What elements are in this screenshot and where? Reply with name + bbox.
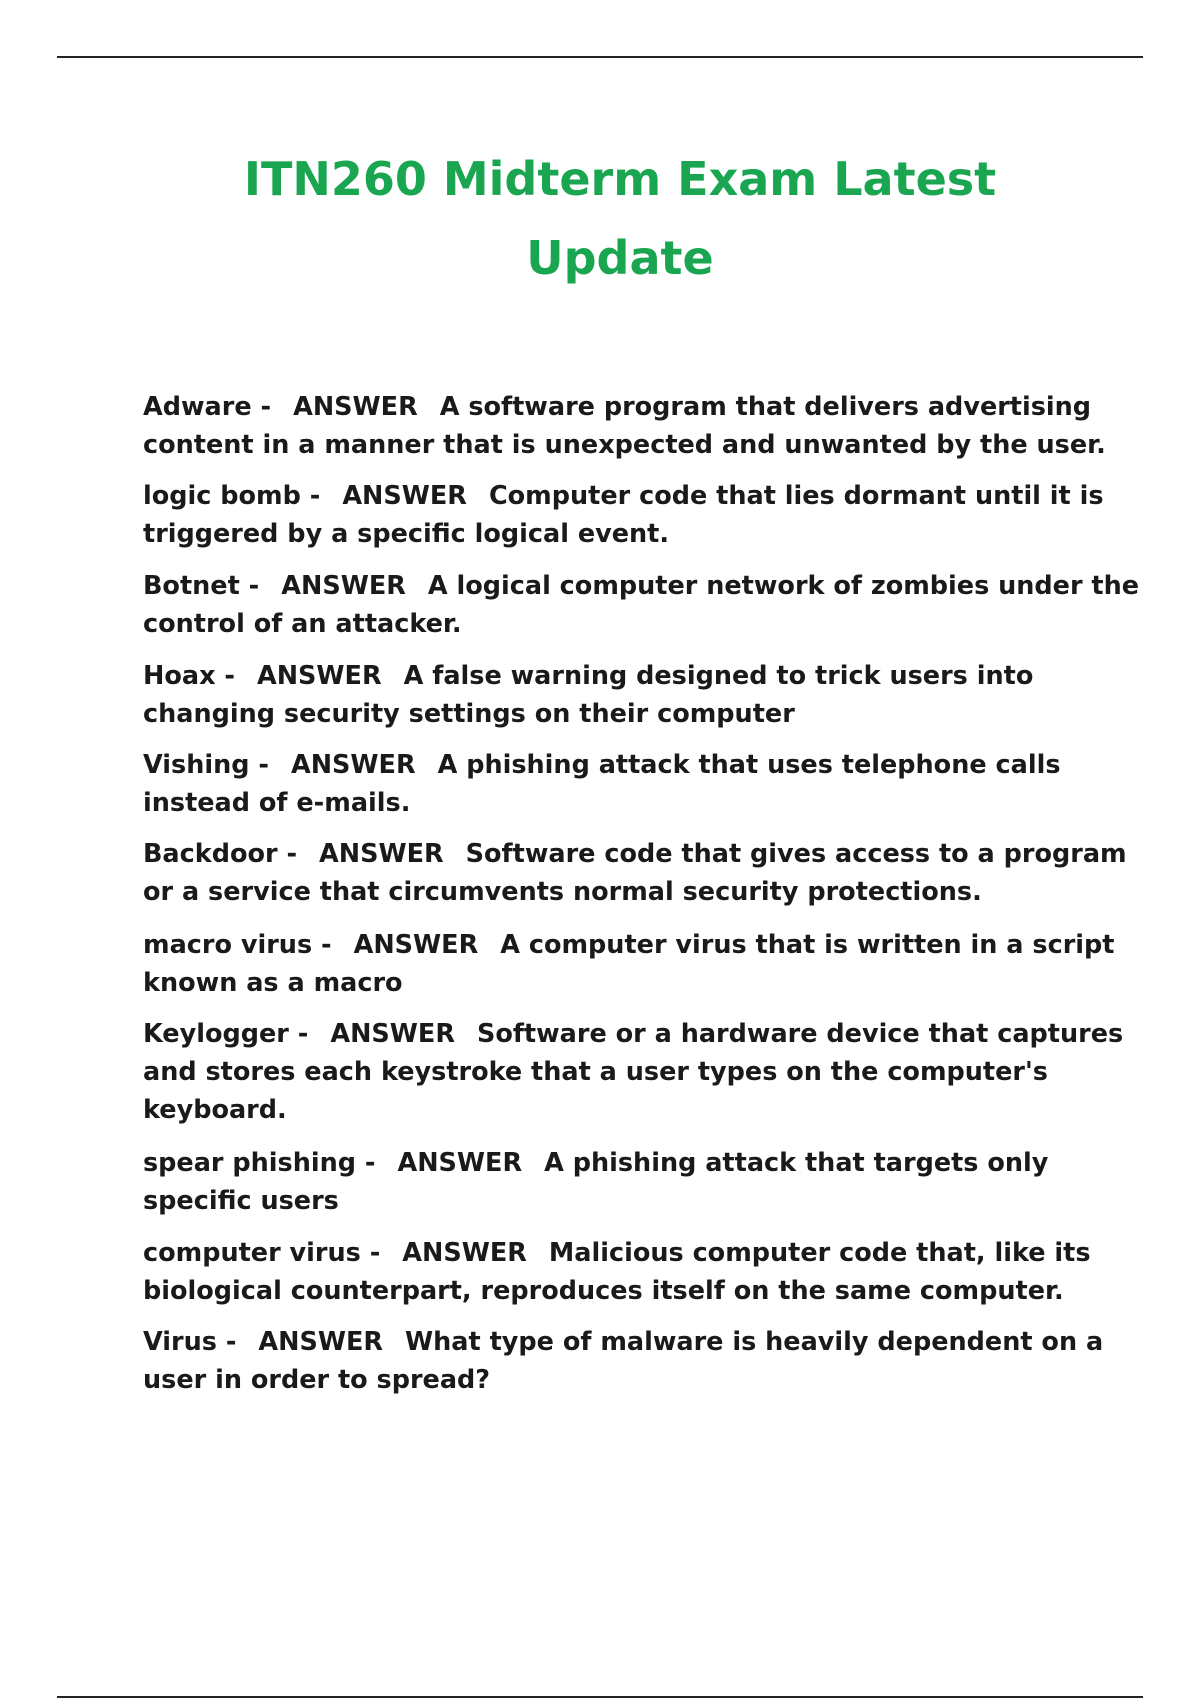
entry-definition: A phishing attack that targets only specific users <box>143 1148 1049 1216</box>
entry-definition: Malicious computer code that, like its biological counterpart, reproduces itself on the same computer. <box>143 1238 1091 1306</box>
title-line-1: ITN260 Midterm Exam Latest <box>243 152 997 206</box>
answer-label: ANSWER <box>281 571 406 601</box>
entry-definition: A software program that delivers advertising content in a manner that is unexpected and unwanted by the user. <box>143 392 1106 460</box>
entry-definition: What type of malware is heavily dependent on a user in order to spread? <box>143 1327 1104 1395</box>
entry-term: macro virus - <box>143 930 332 960</box>
answer-label: ANSWER <box>290 750 416 780</box>
list-item <box>143 567 1143 643</box>
term-list <box>143 374 1143 1399</box>
list-item <box>143 1323 1143 1399</box>
list-item <box>143 1144 1143 1220</box>
entry-term: Vishing - <box>143 750 269 780</box>
answer-label: ANSWER <box>258 1327 384 1357</box>
list-item <box>143 1234 1143 1310</box>
answer-label: ANSWER <box>397 1148 523 1178</box>
answer-label: ANSWER <box>342 481 467 511</box>
list-item <box>143 388 1143 464</box>
page-title <box>140 140 1100 298</box>
entry-definition: A computer virus that is written in a script known as a macro <box>143 930 1115 998</box>
entry-term: spear phishing - <box>143 1148 376 1178</box>
list-item <box>143 477 1143 553</box>
entry-definition: A logical computer network of zombies under the control of an attacker. <box>143 571 1140 639</box>
entry-term: computer virus - <box>143 1238 381 1268</box>
answer-label: ANSWER <box>330 1019 455 1049</box>
entry-term: Virus - <box>143 1327 237 1357</box>
entry-definition: Software or a hardware device that captures and stores each keystroke that a user types on the computer's keyboard. <box>143 1019 1124 1125</box>
list-item <box>143 657 1143 733</box>
entry-term: Adware - <box>143 392 272 422</box>
list-item <box>143 1015 1143 1129</box>
entry-definition: Computer code that lies dormant until it is triggered by a specific logical event. <box>143 481 1104 549</box>
entry-term: Keylogger - <box>143 1019 309 1049</box>
entry-term: Hoax - <box>143 661 235 691</box>
entry-definition: A phishing attack that uses telephone calls instead of e-mails. <box>143 750 1061 818</box>
answer-label: ANSWER <box>293 392 418 422</box>
answer-label: ANSWER <box>319 839 444 869</box>
list-item <box>143 835 1143 911</box>
entry-definition: Software code that gives access to a program or a service that circumvents normal security protections. <box>143 839 1127 907</box>
title-line-2: Update <box>526 231 714 285</box>
entry-term: Botnet - <box>143 571 260 601</box>
entry-term: logic bomb - <box>143 481 321 511</box>
entry-term: Backdoor - <box>143 839 298 869</box>
list-item <box>143 926 1143 1002</box>
top-rule <box>57 56 1143 58</box>
answer-label: ANSWER <box>353 930 479 960</box>
bottom-rule <box>57 1696 1143 1698</box>
answer-label: ANSWER <box>402 1238 527 1268</box>
list-item <box>143 746 1143 822</box>
answer-label: ANSWER <box>256 661 382 691</box>
entry-definition: A false warning designed to trick users into changing security settings on their computer <box>143 661 1034 729</box>
